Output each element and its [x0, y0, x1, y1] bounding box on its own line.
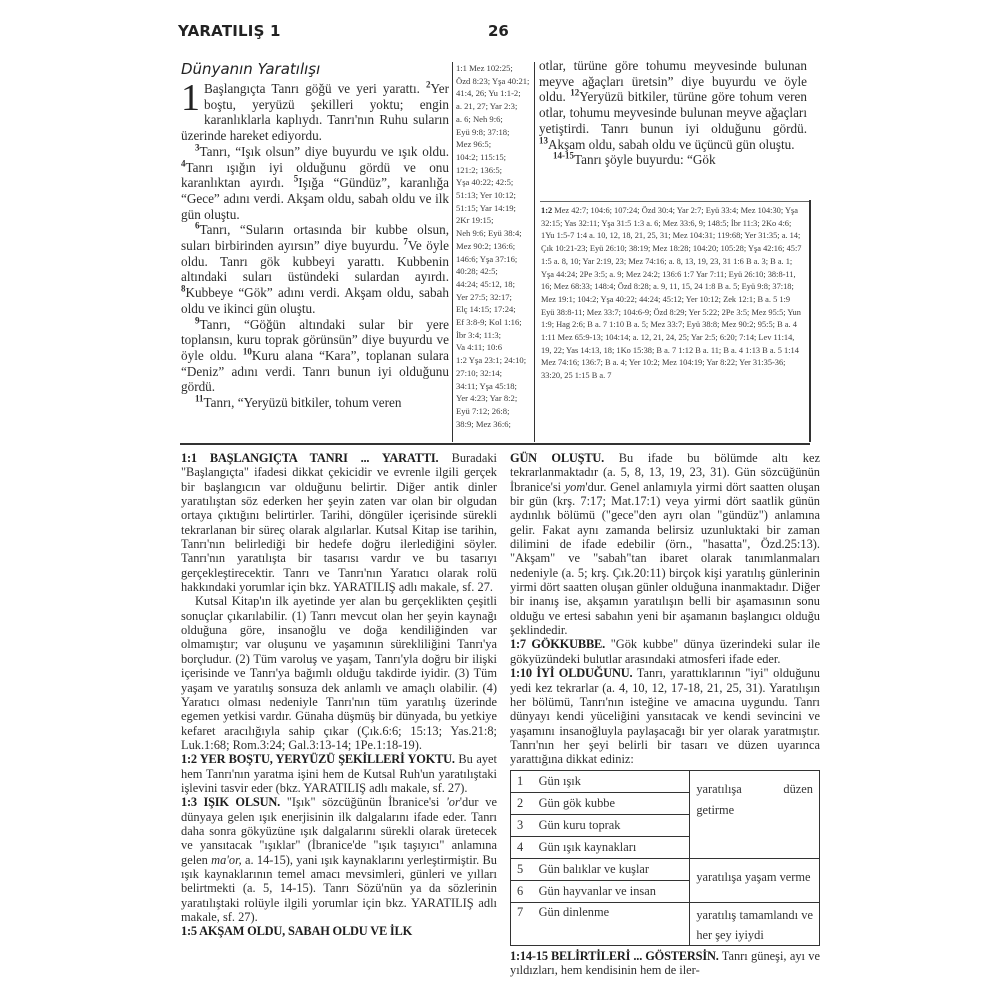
cross-reference: a. 6; Neh 9:6; [456, 113, 503, 124]
cross-reference: 1:1 Mez 102:25; [456, 63, 513, 73]
cross-reference: 51:15; Yar 14:19; [456, 202, 516, 213]
verse-paragraph [539, 152, 807, 168]
study-note [510, 949, 820, 978]
verse-number: 14-15 [553, 150, 574, 161]
cross-reference: 40:28; 42:5; [456, 266, 498, 277]
cross-reference: 51:13; Yer 10:12; [456, 190, 516, 201]
verse-number: 4 [181, 158, 186, 169]
cross-reference: 38:9; Mez 36:6; [456, 418, 511, 429]
note-text: "Gök kubbe" dünya üzerindeki sular ile gökyüzündeki bulutlar arasındaki atmosferi ifade eder. [510, 637, 820, 666]
verse-text: Akşam oldu, sabah oldu ve üçüncü gün oluştu. [548, 136, 795, 152]
note-heading: GÜN OLUŞTU. [510, 451, 605, 465]
column-rule [809, 200, 811, 442]
day-group: yaratılışa yaşam verme [690, 858, 820, 902]
cross-reference-block [541, 205, 803, 383]
verse-number: 6 [195, 220, 200, 231]
cross-reference: Eyü 9:8; 37:18; [456, 126, 510, 137]
hebrew-term: 'or [446, 795, 460, 810]
verse-text: Ve öyle oldu. Tanrı gök kubbeyi yarattı. Kubbenin altındaki suları üstündeki sulardan ayırdı. [181, 238, 449, 285]
note-heading: 1:2 YER BOŞTU, YERYÜZÜ ŞEKİLLERİ YOKTU. [181, 752, 455, 767]
section-title: Dünyanın Yaratılışı [181, 60, 321, 78]
note-heading: 1:1 BAŞLANGIÇTA TANRI ... YARATTI. [181, 451, 439, 465]
day-number: 7 [511, 902, 533, 945]
study-note [181, 594, 497, 752]
day-number: 1 [511, 770, 533, 792]
cross-reference: Yşa 40:22; 42:5; [456, 177, 514, 188]
cross-reference: 2Kr 19:15; [456, 215, 494, 226]
note-heading: 1:3 IŞIK OLSUN. [181, 795, 281, 810]
verse-paragraph [181, 222, 449, 316]
cross-reference: 44:24; 45:12, 18; [456, 278, 515, 289]
verse-paragraph [181, 77, 449, 144]
day-number: 4 [511, 836, 533, 858]
day-group: yaratılışa düzen getirme [690, 770, 820, 858]
cross-reference: 104:2; 115:15; [456, 151, 507, 162]
note-text: "Işık" sözcüğünün İbranice'si [286, 795, 440, 810]
day-group: yaratılış tamamlandı ve her şey iyiydi [690, 902, 820, 945]
cross-reference: Va 4:11; 10:6 [456, 342, 502, 353]
study-note [181, 451, 497, 594]
note-heading: 1:7 GÖKKUBBE. [510, 637, 606, 652]
verse-text: otlar, türüne göre tohumu meyvesinde bulunan meyve ağaçları üretsin” diye buyurdu ve öyle oldu. [539, 58, 807, 105]
note-text: 'dur. Genel anlamıyla yirmi dört saatten oluşan bir gün (krş. 7:17; Mat.17:1) veya yirmi dört saatlik günün aydınlık bölümü ("gece"den ayrı olan "gündüz") anlamına gelir. Fakat aynı zamanda belirsiz uzunluktaki bir zaman dilimini de ifade edebilir (örn., "hasatta", Özd.25:13). "Akşam" ve "sabah"tan ibaret olarak tanımlanmaları nedeniyle (a. 5; krş. Çık.20:11) birçok kişi yaratılış günlerinin yirmi dört saatten oluşan günler olduğuna inanmaktadır. Diğer bir inanış ise, akşamın yaratılışın belli bir aşamasının sonu olduğu ve ertesi sabahın yeni bir aşamanın başlangıcı olduğu şeklindedir. [510, 479, 820, 638]
note-text: 'dur ve dünyaya gelen ışık enerjisinin ilk dalgalarını ifade eder. Tanrı daha sonra gökyüzüne ışık dalgalarını sürekli olarak üretecek ve yansıtacak "ışıklar" (İbranice'de "ışık taşıyıcı" anlamına gelen [181, 795, 497, 867]
day-label: Gün dinlenme [533, 902, 690, 945]
scripture-right-column [539, 58, 807, 168]
scripture-left-column [181, 60, 449, 411]
verse-text: Başlangıçta Tanrı göğü ve yeri yarattı. [204, 81, 420, 96]
note-text: Tanrı, yarattıklarının "iyi" olduğunu yedi kez tekrarlar (a. 4, 10, 12, 17-18, 21, 25, 31). Yaratılışın her bölümü, Tanrı'nın isteğine ve amacına uygundu. Tanrı dünyayı kendi yüceliğini yansıtacak ve kendi sevincini ve yaşamını insanoğluyla paylaşacağı bir yer olarak yaratmıştır. Tanrı'nın her şeyi belirli bir tasarı ve düzen uyarınca yarattığına dikkat ediniz: [510, 666, 820, 767]
note-text: Buradaki "Başlangıçta" ifadesi dikkat çekicidir ve evrenle ilgili gerçek bir başlangıcın var olduğunu belirtir. Diğer antik dinler yaratılıştan söz ederken her şeyin zaten var olan bir olgudan ortaya çıktığını belirtirler. Tarihi, döngüler içerisinde sürekli tekrarlanan bir süreç olarak algılarlar. Kutsal Kitap ise tarihin, Tanrı'nın belirlediği bir hedefe doğru ilerlediğini söyler. Tanrı'nın yaratılışta bir tasarısı vardır ve bu tasarıyı gerçekleştirecektir. Tanrı ve Tanrı'nın Yaratıcı olarak rolü hakkındaki yorumlar için bkz. YARATILIŞ adlı makale, sf. 27. [181, 451, 497, 595]
study-note [181, 752, 497, 795]
verse-text: Tanrı ışığın iyi olduğunu gördü ve onu karanlıktan ayırdı. [181, 159, 449, 191]
note-text: Tanrı güneşi, ayı ve yıldızları, hem kendisinin hem de iler- [510, 948, 820, 977]
cross-reference: Eyü 7:12; 26:8; [456, 405, 510, 416]
verse-number: 8 [181, 283, 186, 294]
verse-number: 7 [403, 236, 408, 247]
study-notes-right [510, 451, 820, 977]
day-label: Gün ışık kaynakları [533, 836, 690, 858]
study-note [510, 637, 820, 666]
day-number: 2 [511, 792, 533, 814]
cross-reference: Mez 90:2; 136:6; [456, 240, 516, 251]
cross-reference: a. 21, 27; Yar 2:3; [456, 101, 518, 112]
verse-text: Tanrı şöyle buyurdu: “Gök [574, 152, 716, 168]
creation-days-table [510, 770, 820, 946]
verse-number: 5 [293, 173, 299, 184]
hebrew-term: yom [564, 479, 586, 494]
cross-reference: Elç 14:15; 17:24; [456, 304, 516, 315]
cross-reference: 146:6; Yşa 37:16; [456, 253, 518, 264]
day-label: Gün kuru toprak [533, 814, 690, 836]
chapter-number: 1 [181, 77, 200, 119]
verse-number: 11 [195, 393, 204, 404]
verse-text: Yeryüzü bitkiler, türüne göre tohum veren otlar, tohumu meyvesinde bulunan meyve ağaçları yetiştirdi. Tanrı bunun iyi olduğunu gördü. [539, 89, 807, 136]
note-text: a. 14-15), yani ışık kaynaklarını yerleştirmiştir. Bu ışık kaynaklarının temel amacı mevsimleri, günleri ve yılları belirtmekti (a. 5, 14-15). Tanrı Sözü'nün ya da sözlerinin yaratılıştaki rolüyle ilgili yorumlar için bkz. YARATILIŞ adlı makale, sf. 27). [181, 852, 497, 924]
verse-paragraph [539, 58, 807, 152]
table-row [511, 858, 820, 880]
cross-reference: Ef 3:8-9; Kol 1:16; [456, 317, 522, 328]
cross-reference: 34:11; Yşa 45:18; [456, 380, 517, 391]
verse-text: Tanrı, “Yeryüzü bitkiler, tohum veren [203, 395, 402, 411]
divider [540, 201, 810, 202]
verse-text: Tanrı, “Göğün altındaki sular bir yere toplansın, kuru toprak görünsün” diye buyurdu ve öyle oldu. [181, 316, 449, 363]
cross-reference: Özd 8:23; Yşa 40:21; [456, 75, 530, 86]
verse-number: 12 [570, 88, 580, 99]
section-divider [180, 443, 810, 445]
cross-reference: Yer 27:5; 32:17; [456, 291, 512, 302]
cross-reference: Yer 4:23; Yar 8:2; [456, 393, 518, 404]
verse-text: Işığa “Gündüz”, karanlığa “Gece” adını verdi. Akşam oldu, sabah oldu ve ilk gün oluştu. [181, 175, 450, 222]
reference-label: 1:2 [541, 206, 553, 215]
verse-text: Kuru alana “Kara”, toplanan sulara “Deniz” adını verdi. Tanrı bunun iyi olduğunu gördü. [181, 347, 449, 395]
verse-text: Kubbeye “Gök” adını verdi. Akşam oldu, sabah oldu ve ikinci gün oluştu. [181, 285, 449, 316]
day-number: 5 [511, 858, 533, 880]
cross-reference: 1:2 Yşa 23:1; 24:10; [456, 355, 527, 366]
cross-reference: Mez 96:5; [456, 139, 492, 150]
verse-number: 2 [426, 79, 431, 90]
cross-reference-column [452, 62, 535, 442]
verse-number: 10 [242, 346, 252, 357]
study-note [510, 666, 820, 766]
verse-paragraph [181, 144, 449, 223]
day-number: 3 [511, 814, 533, 836]
note-heading: 1:10 İYİ OLDUĞUNU. [510, 666, 633, 681]
note-text: Kutsal Kitap'ın ilk ayetinde yer alan bu gerçeklikten çeşitli sonuçlar çıkarılabilir. (1) Tanrı mevcut olan her şeyin kaynağı olduğuna göre, insanoğlu ve doğa kendiliğinden var olmamıştır; var oluşunu ve yaşamının sürekliliğini Tanrı'ya borçludur. (2) Tüm varoluş ve yaşam, Tanrı'yla doğru bir ilişki içerisinde ve Tanrı'ya bağımlı olduğu takdirde iyidir. (3) Tüm yaşam ve yaratılış sonsuza dek anlamlı ve amaçlı olabilir. (4) Yaratıcı olması nedeniyle Tanrı'nın tüm yaratılış üzerinde egemen yetkisi vardır. Günaha düşmüş bir dünyada, bu yetkiye kefaret aracılığıyla sahip çıkar (Çık.6:6; 15:13; Yas.21:8; Luk.1:68; Rom.3:24; Gal.3:13-14; 1Pe.1:18-19). [181, 594, 497, 752]
study-note [510, 451, 820, 637]
day-number: 6 [511, 880, 533, 902]
verse-number: 13 [539, 135, 548, 146]
note-heading: 1:14-15 BELİRTİLERİ ... GÖSTERSİN. [510, 948, 719, 963]
verse-paragraph [181, 395, 449, 411]
day-label: Gün gök kubbe [533, 792, 690, 814]
note-heading: 1:5 AKŞAM OLDU, SABAH OLDU VE İLK [181, 924, 413, 939]
cross-reference: 121:2; 136:5; [456, 164, 503, 175]
cross-reference: 41:4, 26; Yu 1:1-2; [456, 88, 521, 99]
note-text: Bu ayet hem Tanrı'nın yaratma işini hem de Kutsal Ruh'un yaratılıştaki işlevini tasvir eder (bkz. YARATILIŞ adlı makale, sf. 27). [181, 752, 497, 795]
day-label: Gün balıklar ve kuşlar [533, 858, 690, 880]
verse-paragraph [181, 317, 449, 396]
study-notes-left [181, 451, 497, 939]
running-head [178, 22, 820, 44]
verse-text: Tanrı, “Işık olsun” diye buyurdu ve ışık oldu. [199, 143, 449, 159]
verse-text: Yer boştu, yeryüzü şekilleri yoktu; engin karanlıklarla kaplıydı. Tanrı'nın Ruhu suların üzerinde hareket ediyordu. [181, 81, 449, 144]
table-row [511, 902, 820, 945]
cross-reference: İbr 3:4; 11:3; [456, 329, 502, 340]
study-note [181, 795, 497, 924]
table-row [511, 770, 820, 792]
note-text: Bu ifade bu bölümde altı kez tekrarlanmaktadır (a. 5, 8, 13, 19, 23, 31). Gün sözcüğünün İbranice'si [510, 451, 820, 494]
day-label: Gün ışık [533, 770, 690, 792]
cross-reference: Neh 9:6; Eyü 38:4; [456, 228, 522, 239]
study-note [181, 924, 497, 938]
verse-number: 3 [195, 142, 200, 153]
book-chapter-title: YARATILIŞ 1 [178, 22, 281, 40]
verse-number: 9 [195, 315, 200, 326]
day-label: Gün hayvanlar ve insan [533, 880, 690, 902]
verse-text: Tanrı, “Suların ortasında bir kubbe olsun, suları birbirinden ayırsın” diye buyurdu. [181, 222, 449, 254]
page-number: 26 [488, 22, 509, 40]
cross-reference: 27:10; 32:14; [456, 367, 503, 378]
hebrew-term: ma'or, [211, 852, 242, 867]
cross-reference-text: Mez 42:7; 104:6; 107:24; Özd 30:4; Yar 2:7; Eyü 33:4; Mez 104:30; Yşa 32:15; Yas 32:11; Yşa 31:5 1:3 a. 6; Mez 33:6, 9; 148:5; İbr 11:3; 2Ko 4:6; 1Yu 1:5-7 1:4 a. 10, 12, 18, 21, 25, 31; Mez 104:31; 119:68; Yer 31:35; a. 14; Çık 10:21-23; Eyü 26:10; 38:19; Mez 18:28; 104:20; 105:28; Yşa 42:16; 45:7 1:5 a. 8, 10; Yar 2:19, 23; Mez 74:16; a. 8, 13, 19, 23, 31 1:6 B a. 3; B a. 1; Yşa 44:24; 2Pe 3:5; a. 9; Mez 24:2; 136:6 1:7 Yar 7:11; Eyü 26:10; 38:8-11, 16; Mez 68:33; 148:4; Özd 8:28; a. 9, 11, 15, 24 1:8 B a. 5; Eyü 9:8; 37:18; Mez 19:1; 104:2; Yşa 40:22; 44:24; 45:12; Yer 10:12; Zek 12:1; B a. 5 1:9 Eyü 38:8-11; Mez 33:7; 104:6-9; Özd 8:29; Yer 5:22; 2Pe 3:5; Mez 95:5; Yun 1:9; Hag 2:6; B a. 7 1:10 B a. 5; Mez 33:7; Eyü 38:8; Mez 90:2; 95:5; B a. 4 1:11 Mez 65:9-13; 104:14; a. 12, 21, 24, 25; Yar 2:5; 6:20; 7:14; Lev 11:14, 19, 22; Yas 14:13, 18; 1Ko 15:38; B a. 7 1:12 B a. 11; B a. 4 1:13 B a. 5 1:14 Mez 74:16; 136:7; B a. 4; Yer 10:2; Mez 104:19; Yar 8:22; Yer 31:35-36; 33:20, 25 1:15 B a. 7 [541, 206, 802, 381]
